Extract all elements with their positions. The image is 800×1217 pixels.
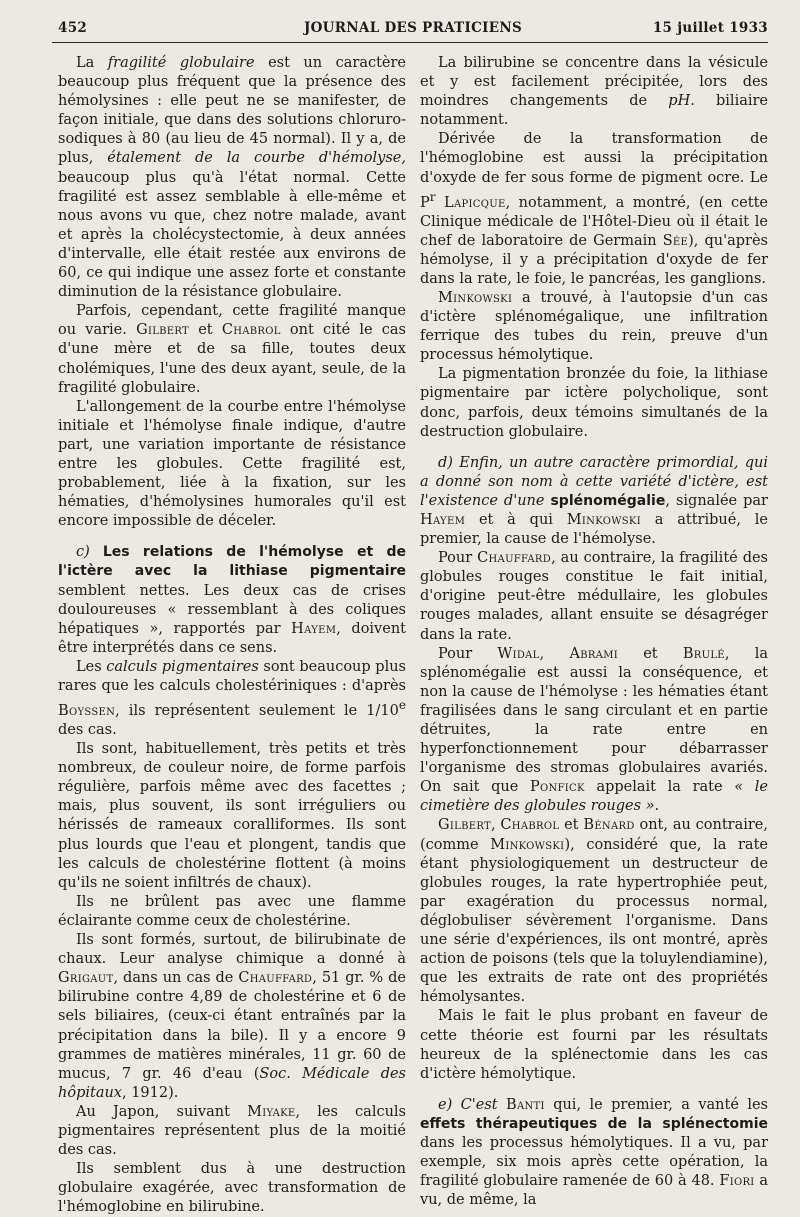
page-number: 452: [58, 20, 88, 36]
paragraph: Dérivée de la transformation de l'hémoglobine est aussi la précipitation d'oxyde de fer sous forme de pigment ocre. Le $P^r$ Lapicque, notamment, a montré, (en cette Clinique médicale de l'Hôtel-Dieu où il était le chef de laboratoire de Germain Sée), qu'après hémolyse, il y a précipitation d'oxyde de fer dans la rate, le foie, le pancréas, les ganglions.: [420, 131, 768, 287]
citation: Soc. Médicale des hôpitaux: [58, 1065, 406, 1101]
author-name: Boyssen: [58, 702, 116, 719]
left-column: [58, 54, 406, 1217]
section-e-paragraph: e) C'est Banti qui, le premier, a vanté les effets thérapeutiques de la splénectomie dans les processus hémolytiques. Il a vu, par exemple, six mois après cette opération, la fragilité globulaire ramenée de 60 à 48. Fiori a vu, de même, la: [420, 1096, 768, 1209]
journal-title: JOURNAL DES PRATICIENS: [303, 20, 523, 36]
author-name: Brulé: [682, 645, 725, 662]
author-name: Banti: [506, 1096, 545, 1113]
author-name: Minkowski: [438, 289, 513, 306]
paragraph: La bilirubine se concentre dans la vésicule et y est facilement précipitée, lors des moindres changements de pH. biliaire notamment.: [420, 55, 768, 129]
author-name: Chabrol: [500, 817, 560, 834]
paragraph: Pour Widal, Abrami et Brulé, la splénomégalie est aussi la conséquence, et non la cause de l'hémolyse : les hématies étant fragilisées dans le sang circulant et en partie détruites, la rate entre en hyperfonctionnement pour débarrasser l'organisme des stromas globulaires avariés. On sait que Ponfick appelait la rate « le cimetière des globules rouges ».: [420, 645, 768, 815]
author-name: Sée: [662, 232, 689, 249]
header-rule: [52, 42, 768, 43]
paragraph: L'allongement de la courbe entre l'hémolyse initiale et l'hémolyse finale indique, d'autre part, une variation importante de résistance entre les globules. Cette fragilité est, probablement, liée à la fixation, sur les hématies, d'hémolysines humorales qu'il est encore impossible de déceler.: [58, 398, 406, 530]
author-name: Widal: [497, 645, 540, 662]
author-name: Fiori: [719, 1173, 755, 1190]
section-heading: effets thérapeutiques de la splénectomie: [420, 1115, 768, 1132]
section-heading: Les relations de l'hémolyse et de l'ictère avec la lithiase pigmentaire: [58, 544, 406, 580]
running-header: [58, 18, 768, 42]
author-name: Hayem: [291, 620, 337, 637]
author-name: Chauffard: [477, 550, 552, 567]
right-column: [420, 54, 768, 1210]
paragraph: Les calculs pigmentaires sont beaucoup plus rares que les calculs cholestériniques : d'après Boyssen, ils représentent seulement le 1/10e des cas.: [58, 658, 406, 739]
author-name: Gilbert: [136, 322, 190, 339]
section-heading: splénomégalie: [550, 492, 666, 509]
author-name: Minkowski: [490, 836, 565, 853]
author-name: Gilbert: [438, 817, 491, 834]
author-name: Abrami: [569, 645, 618, 662]
paragraph: Au Japon, suivant Miyake, les calculs pigmentaires représentent plus de la moitié des cas.: [58, 1103, 406, 1159]
paragraph: Minkowski a trouvé, à l'autopsie d'un cas d'ictère splénomégalique, une infiltration ferrique des tubes du rein, preuve d'un processus hémolytique.: [420, 289, 768, 364]
paragraph: Gilbert, Chabrol et Bénard ont, au contraire, (comme Minkowski), considéré que, la rate étant physiologiquement un destructeur de globules rouges, la rate hypertrophiée peut, par exagération du processus normal, déglobuliser sévèrement l'organisme. Dans une série d'expériences, ils ont montré, après action de poisons (tels que la toluylendiamine), que les extraits de rate ont des propriétés hémolysantes.: [420, 817, 768, 1006]
paragraph: Ils sont, habituellement, très petits et très nombreux, de couleur noire, de forme parfois régulière, parfois même avec des facettes ; mais, plus souvent, ils sont irréguliers ou hérissés de rameaux coralliformes. Ils sont plus lourds que l'eau et plongent, tandis que les calculs de cholestérine flottent (à moins qu'ils ne soient infiltrés de chaux).: [58, 741, 406, 891]
paragraph: Parfois, cependant, cette fragilité manque ou varie. Gilbert et Chabrol ont cité le cas d'une mère et de sa fille, toutes deux cholémiques, l'une des deux ayant, seule, de la fragilité globulaire.: [58, 303, 406, 396]
author-name: Hayem: [420, 511, 466, 528]
paragraph: La pigmentation bronzée du foie, la lithiase pigmentaire par ictère polycholique, sont donc, parfois, deux témoins simultanés de la destruction globulaire.: [420, 366, 768, 440]
author-name: Chauffard: [238, 970, 313, 987]
paragraph: Ils ne brûlent pas avec une flamme éclairante comme ceux de cholestérine.: [58, 893, 406, 929]
paragraph: Ils semblent dus à une destruction globulaire exagérée, avec transformation de l'hémoglobine en bilirubine.: [58, 1161, 406, 1216]
author-name: Bénard: [583, 817, 635, 834]
paragraph: Mais le fait le plus probant en faveur de cette théorie est fourni par les résultats heureux de la splénectomie dans les cas d'ictère hémolytique.: [420, 1008, 768, 1082]
quotation: « le cimetière des globules rouges »: [420, 779, 768, 815]
author-name: Chabrol: [221, 322, 281, 339]
paragraph: Ils sont formés, surtout, de bilirubinate de chaux. Leur analyse chimique a donné à Grigaut, dans un cas de Chauffard, 51 gr. % de bilirubine contre 4,89 de cholestérine et 6 de sels biliaires, (ceux-ci étant entraînés par la précipitation dans la bile). Il y a encore 9 grammes de matières minérales, 11 gr. 60 de mucus, 7 gr. 46 d'eau (Soc. Médicale des hôpitaux, 1912).: [58, 932, 407, 1101]
author-name: Ponfick: [529, 779, 585, 796]
section-d-paragraph: d) Enfin, un autre caractère primordial, qui a donné son nom à cette variété d'ictère, est l'existence d'une splénomégalie, signalée par Hayem et à qui Minkowski a attribué, le premier, la cause de l'hémolyse.: [420, 454, 768, 548]
paragraph: Pour Chauffard, au contraire, la fragilité des globules rouges constitue le fait initial, d'origine peut-être médullaire, les globules rouges malades, allant ensuite se désagréger dans la rate.: [420, 550, 768, 643]
section-c-paragraph: c) Les relations de l'hémolyse et de l'ictère avec la lithiase pigmentaire semblent nettes. Les deux cas de crises douloureuses « ressemblant à des coliques hépatiques », rapportés par Hayem, doivent être interprétés dans ce sens.: [58, 544, 406, 656]
author-name: Lapicque: [444, 194, 506, 211]
issue-date: 15 juillet 1933: [652, 20, 768, 36]
paragraph: La fragilité globulaire est un caractère beaucoup plus fréquent que la présence des hémolysines : elle peut ne se manifester, de façon initiale, que dans des solutions chloruro-sodiques à 80 (au lieu de 45 normal). Il y a, de plus, étalement de la courbe d'hémolyse, beaucoup plus qu'à l'état normal. Cette fragilité est assez semblable à elle-même et nous avons vu que, chez notre malade, avant et après la cholécystectomie, à deux années d'intervalle, elle était restée aux environs de 60, ce qui indique une assez forte et constante diminution de la résistance globulaire.: [58, 55, 406, 301]
author-name: Minkowski: [566, 511, 641, 528]
author-name: Miyake: [247, 1103, 296, 1120]
author-name: Grigaut: [58, 970, 114, 987]
